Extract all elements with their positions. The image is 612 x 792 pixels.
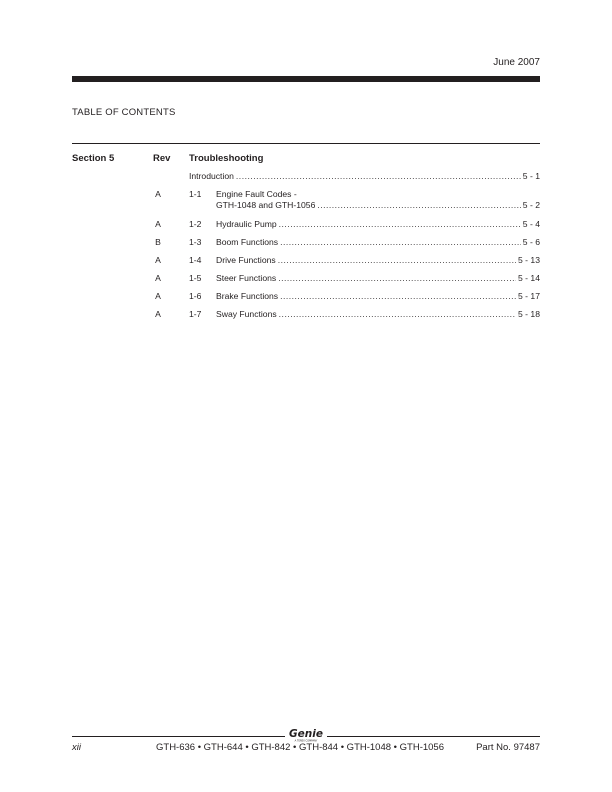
toc-divider xyxy=(72,143,540,144)
leader-dots xyxy=(280,291,516,302)
toc-title: TABLE OF CONTENTS xyxy=(72,107,176,118)
toc-entry-title: Brake Functions xyxy=(216,291,279,301)
toc-entry-rev: A xyxy=(155,309,161,319)
toc-entry-number: 1-6 xyxy=(189,291,202,301)
section-label: Section 5 xyxy=(72,153,115,164)
section-title: Troubleshooting xyxy=(189,153,264,164)
toc-entry-number: 1-4 xyxy=(189,255,202,265)
toc-entry-page: 5 - 6 xyxy=(522,237,540,247)
header-date: June 2007 xyxy=(493,57,540,68)
toc-entry-rev: A xyxy=(155,189,161,199)
leader-dots xyxy=(280,237,521,248)
footer-models: GTH-636 • GTH-644 • GTH-842 • GTH-844 • GTH-1048 • GTH-1056 xyxy=(156,742,444,753)
toc-entry-rev: A xyxy=(155,291,161,301)
toc-entry-page: 5 - 17 xyxy=(518,291,540,301)
footer-page-number: xii xyxy=(72,742,81,753)
toc-entry-title: Hydraulic Pump xyxy=(216,219,277,229)
toc-entry-title: Introduction xyxy=(189,171,234,181)
toc-entry-title: Engine Fault Codes - xyxy=(216,189,297,199)
leader-dots xyxy=(278,273,516,284)
logo-wordmark: Genie xyxy=(289,728,323,740)
header-rule xyxy=(72,76,540,82)
toc-entry-number: 1-7 xyxy=(189,309,202,319)
toc-entry-page: 5 - 4 xyxy=(522,219,540,229)
toc-entry-title: Steer Functions xyxy=(216,273,277,283)
toc-entry-number: 1-2 xyxy=(189,219,202,229)
genie-logo xyxy=(287,727,325,743)
toc-entry-number: 1-1 xyxy=(189,189,202,199)
leader-dots xyxy=(317,200,520,211)
logo-tagline: A TEREX COMPANY xyxy=(294,739,318,743)
toc-entry-page: 5 - 1 xyxy=(522,171,540,181)
toc-entry-number: 1-3 xyxy=(189,237,202,247)
toc-entry-page: 5 - 18 xyxy=(518,309,540,319)
toc-entry-title-line2: GTH-1048 and GTH-1056 xyxy=(216,200,316,210)
footer-rule-left xyxy=(72,736,285,737)
toc-entry-page: 5 - 13 xyxy=(518,255,540,265)
footer-rule-right xyxy=(327,736,540,737)
footer-part-number: Part No. 97487 xyxy=(476,742,540,753)
toc-entry-page: 5 - 2 xyxy=(522,200,540,210)
leader-dots xyxy=(279,219,521,230)
rev-column-header: Rev xyxy=(153,153,171,164)
toc-entry-number: 1-5 xyxy=(189,273,202,283)
toc-entry-rev: B xyxy=(155,237,161,247)
toc-entry-rev: A xyxy=(155,273,161,283)
leader-dots xyxy=(279,309,516,320)
toc-entry-title: Boom Functions xyxy=(216,237,279,247)
leader-dots xyxy=(278,255,516,266)
leader-dots xyxy=(236,171,521,182)
toc-entry-rev: A xyxy=(155,255,161,265)
toc-entry-title: Drive Functions xyxy=(216,255,276,265)
toc-entry-page: 5 - 14 xyxy=(518,273,540,283)
toc-entry-rev: A xyxy=(155,219,161,229)
toc-entry-title: Sway Functions xyxy=(216,309,277,319)
